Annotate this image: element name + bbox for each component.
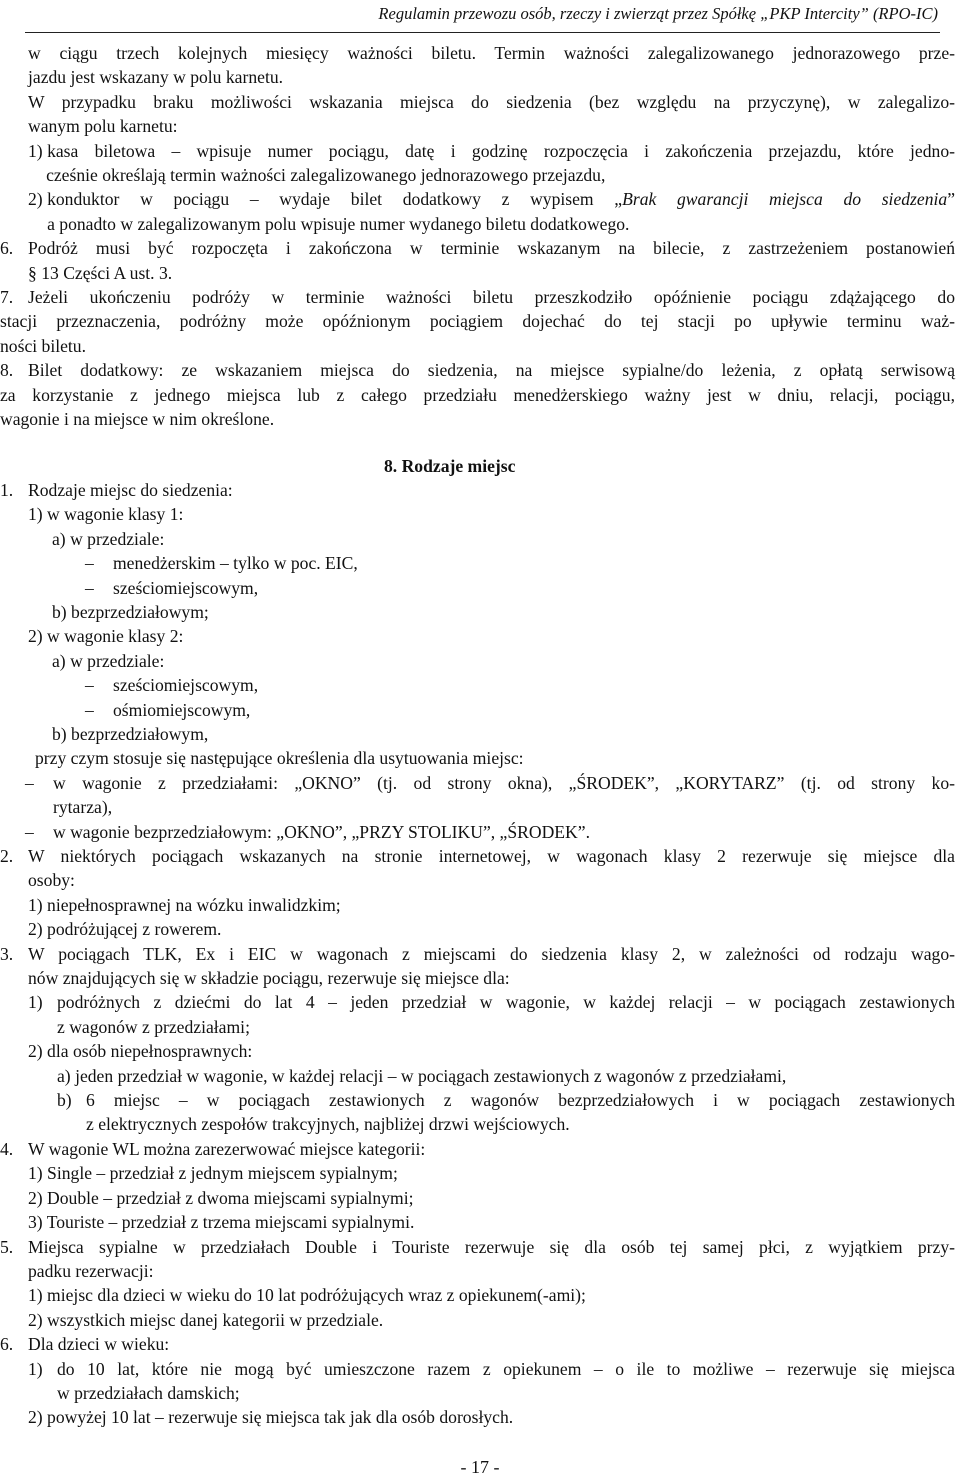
section-item-2 xyxy=(0,844,955,868)
paragraph-number: 3. xyxy=(0,943,18,964)
text-line: w ciągu trzech kolejnych miesięcy ważności biletu. Termin ważności zalegalizowanego jednorazowego prze- xyxy=(28,43,955,63)
list-number: b) xyxy=(57,1090,77,1111)
text-line: do 10 lat, które nie mogą być umieszczone razem z opiekunem – o ile to możliwe – rezerwuje się miejsca xyxy=(57,1358,955,1379)
list-item: 1) w wagonie klasy 1: xyxy=(28,504,184,525)
text-line: ności biletu. xyxy=(0,335,87,356)
paragraph-number: 7. xyxy=(0,287,18,308)
text-line: sześciomiejscowym, xyxy=(113,577,259,598)
list-item: 2) wszystkich miejsc danej kategorii w przedziale. xyxy=(28,1309,384,1330)
text-line xyxy=(47,187,955,211)
text-line: ośmiomiejscowym, xyxy=(113,699,251,720)
page-number: - 17 - xyxy=(460,1457,500,1477)
paragraph-7 xyxy=(0,285,955,358)
document-body xyxy=(0,41,956,1430)
text-line: z wagonów z przedziałami; xyxy=(57,1016,250,1037)
text-line: rytarza), xyxy=(53,797,113,818)
paragraph-number: 6. xyxy=(0,1334,18,1355)
dash-bullet: – xyxy=(25,772,34,793)
text-line: Bilet dodatkowy: ze wskazaniem miejsca do siedzenia, na miejsce sypialne/do leżenia, z opłatą serwisową xyxy=(28,360,955,381)
text-line: Dla dzieci w wieku: xyxy=(28,1334,170,1355)
dash-item xyxy=(28,673,955,697)
paragraph-number: 6. xyxy=(0,238,18,259)
list-item xyxy=(28,139,955,188)
text-line: podróżnych z dziećmi do lat 4 – jeden przedział w wagonie, w każdej relacji – w pociągach zestawionych xyxy=(57,992,955,1013)
text-line: w wagonie z przedziałami: „OKNO” (tj. od strony okna), „ŚRODEK”, „KORYTARZ” (tj. od strony ko- xyxy=(53,772,955,793)
text-line: menedżerskim – tylko w poc. EIC, xyxy=(113,553,358,574)
text-line: w wagonie bezprzedziałowym: „OKNO”, „PRZY STOLIKU”, „ŚRODEK”. xyxy=(53,821,590,842)
text-line: kasa biletowa – wpisuje numer pociągu, datę i godzinę rozpoczęcia i zakończenia przejazdu, które jedno- xyxy=(47,140,955,161)
list-item: 1) Single – przedział z jednym miejscem sypialnym; xyxy=(28,1163,398,1184)
header-title: Regulamin przewozu osób, rzeczy i zwierząt przez Spółkę „PKP Intercity” (RPO-IC) xyxy=(378,4,938,23)
text-line: za korzystanie z jednego miejsca lub z całego przedziału menedżerskiego ważny jest w dniu, relacji, pociągu, xyxy=(0,384,955,405)
text-line: wanym polu karnetu: xyxy=(28,116,178,137)
dash-item xyxy=(28,551,955,575)
paragraph-6 xyxy=(0,236,955,285)
paragraph-number: 4. xyxy=(0,1138,18,1159)
section-item-6 xyxy=(0,1332,955,1356)
list-number: 1) xyxy=(28,1358,48,1379)
list-item: b) bezprzedziałowym, xyxy=(52,723,209,744)
text-line: nów znajdujących się w składzie pociągu, rezerwuje się miejsce dla: xyxy=(28,968,510,989)
list-item: 2) dla osób niepełnosprawnych: xyxy=(28,1041,253,1062)
text-line: § 13 Części A ust. 3. xyxy=(28,262,173,283)
paragraph-number: 2. xyxy=(0,846,18,866)
dash-item xyxy=(28,576,955,600)
text-line: W niektórych pociągach wskazanych na stronie internetowej, w wagonach klasy 2 rezerwuje się miejsce dla xyxy=(28,846,955,866)
text-line: w przedziałach damskich; xyxy=(57,1382,240,1403)
text-line: sześciomiejscowym, xyxy=(113,675,259,696)
text-line: cześnie określają termin ważności zalegalizowanego jednorazowego przejazdu, xyxy=(46,165,606,186)
text-line: Rodzaje miejsc do siedzenia: xyxy=(28,479,233,500)
dash-bullet: – xyxy=(85,675,94,696)
text-line: osoby: xyxy=(28,870,75,891)
text-line: Podróż musi być rozpoczęta i zakończona w terminie wskazanym na bilecie, z zastrzeżeniem postanowień xyxy=(28,238,955,259)
list-item xyxy=(28,1357,955,1406)
text-line: 6 miejsc – w pociągach zestawionych z wagonów bezprzedziałowych i w pociągach zestawionych xyxy=(86,1090,955,1111)
paragraph-number: 5. xyxy=(0,1236,18,1257)
paragraph-number: 8. xyxy=(0,360,18,381)
list-item: a) w przedziale: xyxy=(52,650,165,671)
dash-item xyxy=(25,771,955,820)
text-line: W wagonie WL można zarezerwować miejsce kategorii: xyxy=(28,1138,426,1159)
text-line: wagonie i na miejsce w nim określone. xyxy=(0,409,275,430)
dash-bullet: – xyxy=(85,577,94,598)
list-item xyxy=(28,990,955,1039)
list-item: 1) niepełnosprawnej na wózku inwalidzkim; xyxy=(28,894,341,915)
dash-bullet: – xyxy=(85,699,94,720)
list-number: 1) xyxy=(28,992,48,1013)
dash-bullet: – xyxy=(85,553,94,574)
dash-item xyxy=(25,820,955,844)
list-number: 1) xyxy=(28,140,48,161)
text-line: Jeżeli ukończeniu podróży w terminie ważności biletu przeszkodziło opóźnienie pociągu zdążającego do xyxy=(28,287,955,308)
text-segment: konduktor w pociągu – wydaje bilet dodatkowy z wypisem „ xyxy=(47,189,623,210)
list-item: 2) Double – przedział z dwoma miejscami sypialnymi; xyxy=(28,1187,414,1208)
list-item xyxy=(28,187,955,236)
list-item: a) w przedziale: xyxy=(52,528,165,549)
text-line: a ponadto w zalegalizowanym polu wpisuje numer wydanego biletu dodatkowego. xyxy=(47,213,630,234)
emphasis-text: Brak gwarancji miejsca do siedzenia xyxy=(622,189,948,210)
list-item: 1) miejsc dla dzieci w wieku do 10 lat podróżujących wraz z opiekunem(-ami); xyxy=(28,1285,586,1306)
dash-bullet: – xyxy=(25,821,34,842)
paragraph-number: 1. xyxy=(0,479,18,500)
dash-item xyxy=(28,698,955,722)
list-item: 2) w wagonie klasy 2: xyxy=(28,626,184,647)
section-item-4 xyxy=(0,1137,955,1161)
list-item: 2) podróżującej z rowerem. xyxy=(28,919,222,940)
text-line: stacji przeznaczenia, podróżny może opóźnionym pociągiem dojechać do tej stacji po upływie terminu waż- xyxy=(0,311,955,332)
text-line: padku rezerwacji: xyxy=(28,1260,154,1281)
text-line: W przypadku braku możliwości wskazania miejsca do siedzenia (bez względu na przyczynę), w zalegalizo- xyxy=(28,91,955,112)
page-header xyxy=(25,0,940,33)
section-item-3 xyxy=(0,942,955,966)
section-title: 8. Rodzaje miejsc xyxy=(384,455,516,476)
text-line: W pociągach TLK, Ex i EIC w wagonach z miejscami do siedzenia klasy 2, w zależności od rodzaju wago- xyxy=(28,943,955,964)
list-item: 3) Touriste – przedział z trzema miejscami sypialnymi. xyxy=(28,1212,415,1233)
list-item: 2) powyżej 10 lat – rezerwuje się miejsca tak jak dla osób dorosłych. xyxy=(28,1407,514,1428)
text-line: z elektrycznych zespołów trakcyjnych, najbliżej drzwi wejściowych. xyxy=(86,1114,570,1135)
list-number: 2) xyxy=(28,189,48,210)
text-segment: ” xyxy=(947,189,956,210)
section-item-5 xyxy=(0,1235,955,1259)
list-item: a) jeden przedział w wagonie, w każdej relacji – w pociągach zestawionych z wagonów z przedziałami, xyxy=(57,1065,787,1086)
text-line: przy czym stosuje się następujące określenia dla usytuowania miejsc: xyxy=(35,748,524,769)
paragraph-8 xyxy=(0,358,955,431)
list-item xyxy=(28,1088,955,1137)
text-line: Miejsca sypialne w przedziałach Double i Touriste rezerwuje się dla osób tej samej płci, z wyjątkiem przy- xyxy=(28,1236,955,1257)
list-item: b) bezprzedziałowym; xyxy=(52,601,209,622)
section-item-1 xyxy=(0,478,955,502)
text-line: jazdu jest wskazany w polu karnetu. xyxy=(28,67,284,88)
